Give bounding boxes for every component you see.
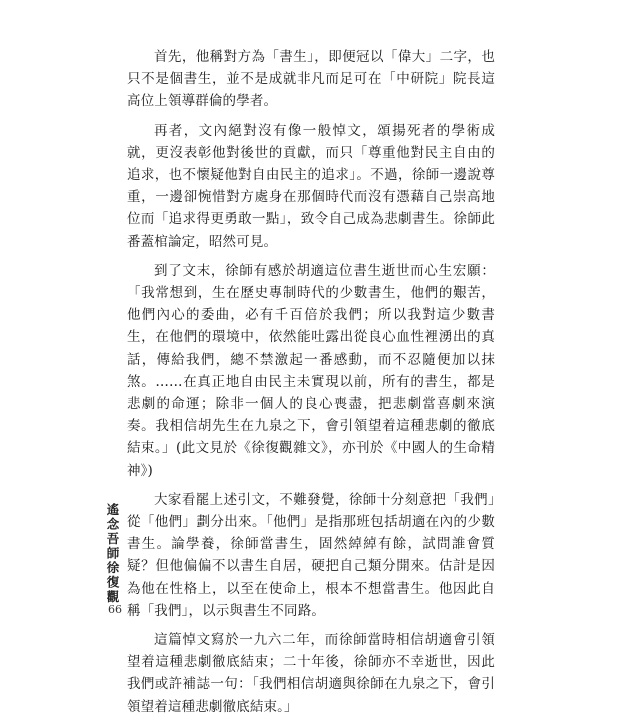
running-title: 遙念吾師徐復觀 [105, 503, 120, 605]
paragraph-4: 大家看罷上述引文，不難發覺，徐師十分刻意把「我們」從「他們」劃分出來。「他們」是指那班包括胡適在內的少數書生。論學養，徐師當書生，固然綽綽有餘，試問誰會質疑？但他偏偏不以書生自居，硬把自己類分開來。估計是因為他在性格上，以至在使命上，根本不想當書生。他因此自稱「我們」，以示與書生不同路。 [127, 491, 495, 619]
page-number: 66 [108, 603, 122, 616]
paragraph-5: 這篇悼文寫於一九六二年，而徐師當時相信胡適會引領望着這種悲劇徹底結束；二十年後，徐師亦不幸逝世，因此我們或許補誌一句：「我們相信胡適與徐師在九泉之下，會引領望着這種悲劇徹底結束。」 [127, 632, 495, 715]
paragraph-2: 再者，文內絕對沒有像一般悼文，頌揚死者的學術成就，更沒表彰他對後世的貢獻，而只「尊重他對民主自由的追求，也不懷疑他對自由民主的追求」。不過，徐師一邊說尊重，一邊卻惋惜對方處身在那個時代而沒有憑藉自己崇高地位而「追求得更勇敢一點」，致令自己成為悲劇書生。徐師此番蓋棺論定，昭然可見。 [127, 122, 495, 250]
body-text [127, 46, 495, 725]
paragraph-1: 首先，他稱對方為「書生」，即便冠以「偉大」二字，也只不是個書生，並不是成就非凡而足可在「中研院」院長這高位上領導群倫的學者。 [127, 49, 495, 110]
paragraph-3: 到了文末，徐師有感於胡適這位書生逝世而心生宏願：「我常想到，生在歷史專制時代的少數書生，他們的艱苦，他們內心的委曲，必有千百倍於我們；所以我對這少數書生，在他們的環境中，依然能吐露出從良心血性裡湧出的真話，傳給我們，總不禁激起一番感動，而不忍隨便加以抹煞。……在真正地自由民主未實現以前，所有的書生，都是悲劇的命運；除非一個人的良心喪盡，把悲劇當喜劇來演奏。我相信胡先生在九泉之下，會引領望着這種悲劇的徹底結束。」(此文見於《徐復觀雜文》，亦刊於《中國人的生命精神》) [127, 262, 495, 479]
